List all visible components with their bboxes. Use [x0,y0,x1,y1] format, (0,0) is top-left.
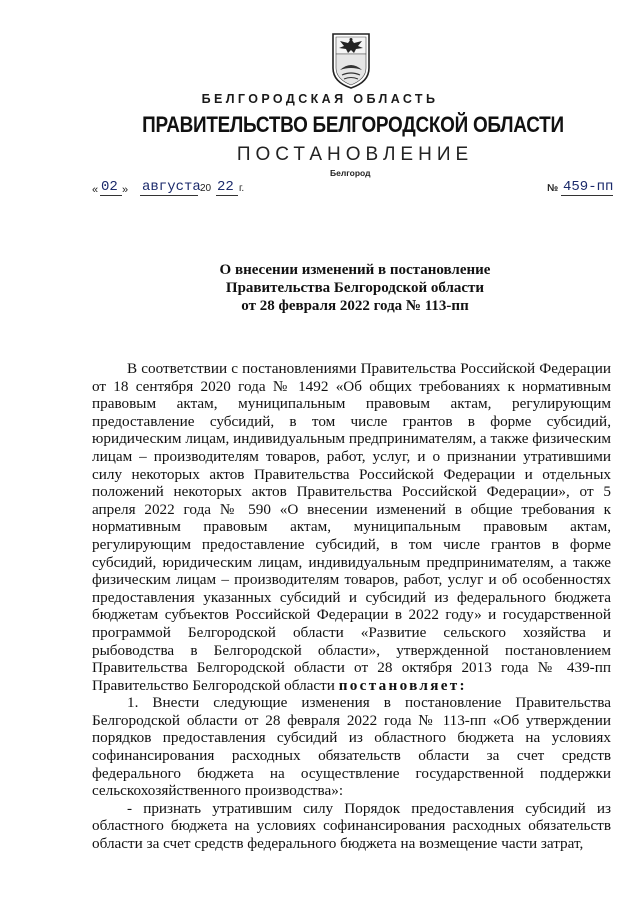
preamble-paragraph [92,360,611,694]
date-open-quote: « [92,184,99,196]
date-year-underline [216,195,238,196]
number-underline [561,195,613,196]
date-century: 20 [200,183,212,194]
date-month: августа [142,179,201,195]
number-sign: № [547,183,559,194]
date-close-quote: » [122,184,129,196]
preamble-text: В соответствии с постановлениями Правительства Российской Федерации от 18 сентября 2020 года № 1492 «Об общих требованиях к нормативным правовым актам, муниципальным правовым актам, регулирующим предоставление субсидий, в том числе грантов в форме субсидий, юридическим лицам, индивидуальным предпринимателям, а также физическим лицам – производителям товаров, работ, услуг, и о признании утратившими силу некоторых актов Правительства Российской Федерации и отдельных положений некоторых актов Правительства Российской Федерации», от 5 апреля 2022 года № 590 «О внесении изменений в общие требования к нормативным правовым актам, муниципальным правовым актам, регулирующим предоставление субсидий, в том числе грантов в форме субсидий, юридическим лицам, индивидуальным предпринимателям, а также физическим лицам – производителям товаров, работ, услуг и об особенностях предоставления указанных субсидий и субсидий из федерального бюджета бюджетам субъектов Российской Федерации в 2022 году» и государственной программой Белгородской области «Развитие сельского хозяйства и рыбоводства в Белгородской области», утвержденной постановлением Правительства Белгородской области от 28 октября 2013 года № 439-пп Правительство Белгородской области [92,360,611,694]
date-suffix: г. [239,183,245,194]
number-value: 459-пп [563,179,614,195]
date-month-underline [140,195,198,196]
title-line: Правительства Белгородской области [225,280,485,296]
clause-1-paragraph: 1. Внести следующие изменения в постановление Правительства Белгородской области от 28 февраля 2022 года № 113-пп «Об утверждении порядков предоставления субсидий из областного бюджета на условиях софинансирования расходных обязательств области за счет средств федерального бюджета на осуществление государственной поддержки сельскохозяйственного производства»: [92,694,611,800]
date-day: 02 [101,179,118,195]
document-body [92,360,611,853]
title-line: О внесении изменений в постановление [219,262,491,278]
coat-of-arms-icon [327,30,375,90]
document-type: ПОСТАНОВЛЕНИЕ [236,144,474,165]
government-name: ПРАВИТЕЛЬСТВО БЕЛГОРОДСКОЙ ОБЛАСТИ [142,112,564,137]
resolves-keyword: постановляет: [338,676,467,694]
clause-1-item-paragraph: - признать утратившим силу Порядок предоставления субсидий из областного бюджета на условиях софинансирования расходных обязательств области за счет средств федерального бюджета на возмещение части затрат, [92,799,611,853]
date-day-underline [100,195,122,196]
date-year: 22 [217,179,234,195]
title-line: от 28 февраля 2022 года № 113-пп [241,298,469,314]
city-name: Белгород [330,168,371,178]
region-name: БЕЛГОРОДСКАЯ ОБЛАСТЬ [201,92,439,106]
document-title [0,261,640,315]
